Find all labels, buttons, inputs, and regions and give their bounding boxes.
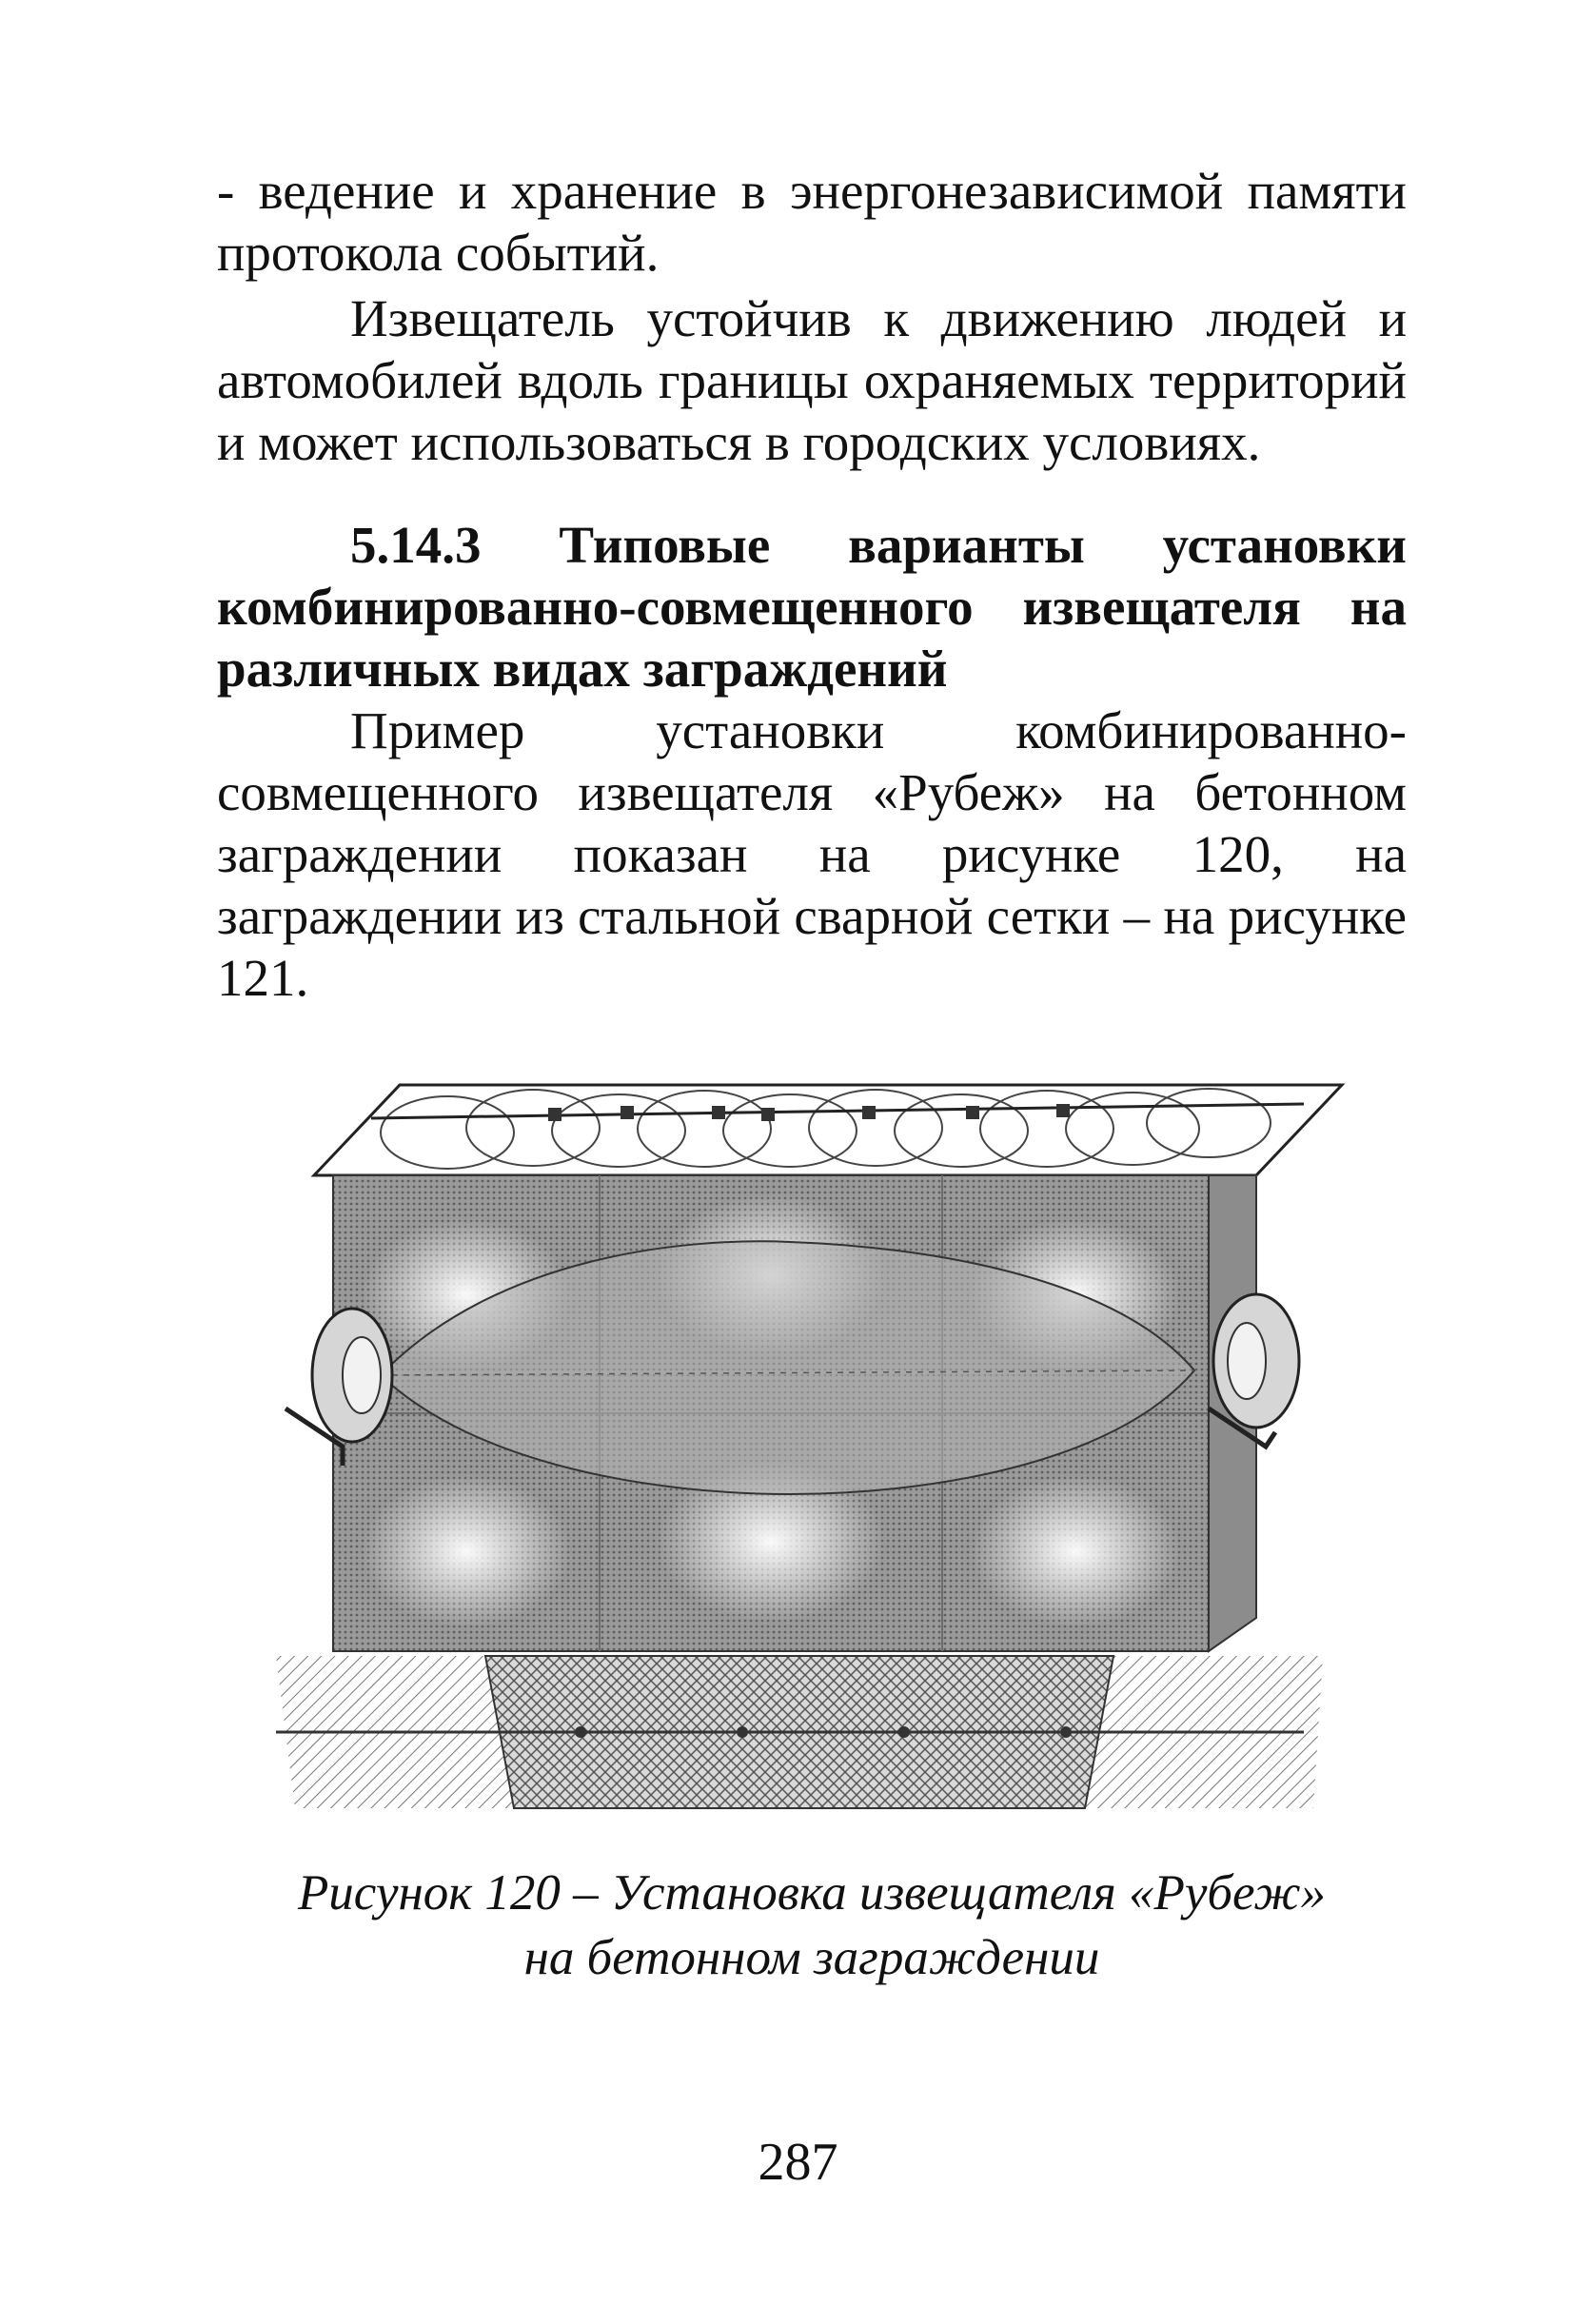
figure-caption — [217, 1861, 1407, 1990]
figure-caption-line-1: Рисунок 120 – Установка извещателя «Рубеж» — [297, 1865, 1327, 1921]
paragraph-detector-stability: Извещатель устойчив к движению людей и автомобилей вдоль границы охраняемых территорий и может использоваться в городских условиях. — [217, 289, 1407, 471]
ground-hatching — [276, 1656, 1323, 1808]
page-number: 287 — [758, 2133, 838, 2192]
paragraph-installation-example: Пример установки комбинированно-совмещенного извещателя «Рубеж» на бетонном заграждении показан на рисунке 120, на заграждении из стальной сварной сетки – на рисунке 121. — [217, 701, 1407, 1007]
figure-concrete-fence-illustration — [257, 1047, 1361, 1827]
figure-caption-line-2: на бетонном заграждении — [523, 1930, 1100, 1985]
section-heading: 5.14.3 Типовые варианты установки комбинированно-совмещенного извещателя на различных видах заграждений — [217, 516, 1407, 698]
paragraph-event-log: - ведение и хранение в энергонезависимой памяти протокола событий. — [217, 162, 1407, 282]
barbed-wire-top — [314, 1085, 1342, 1175]
